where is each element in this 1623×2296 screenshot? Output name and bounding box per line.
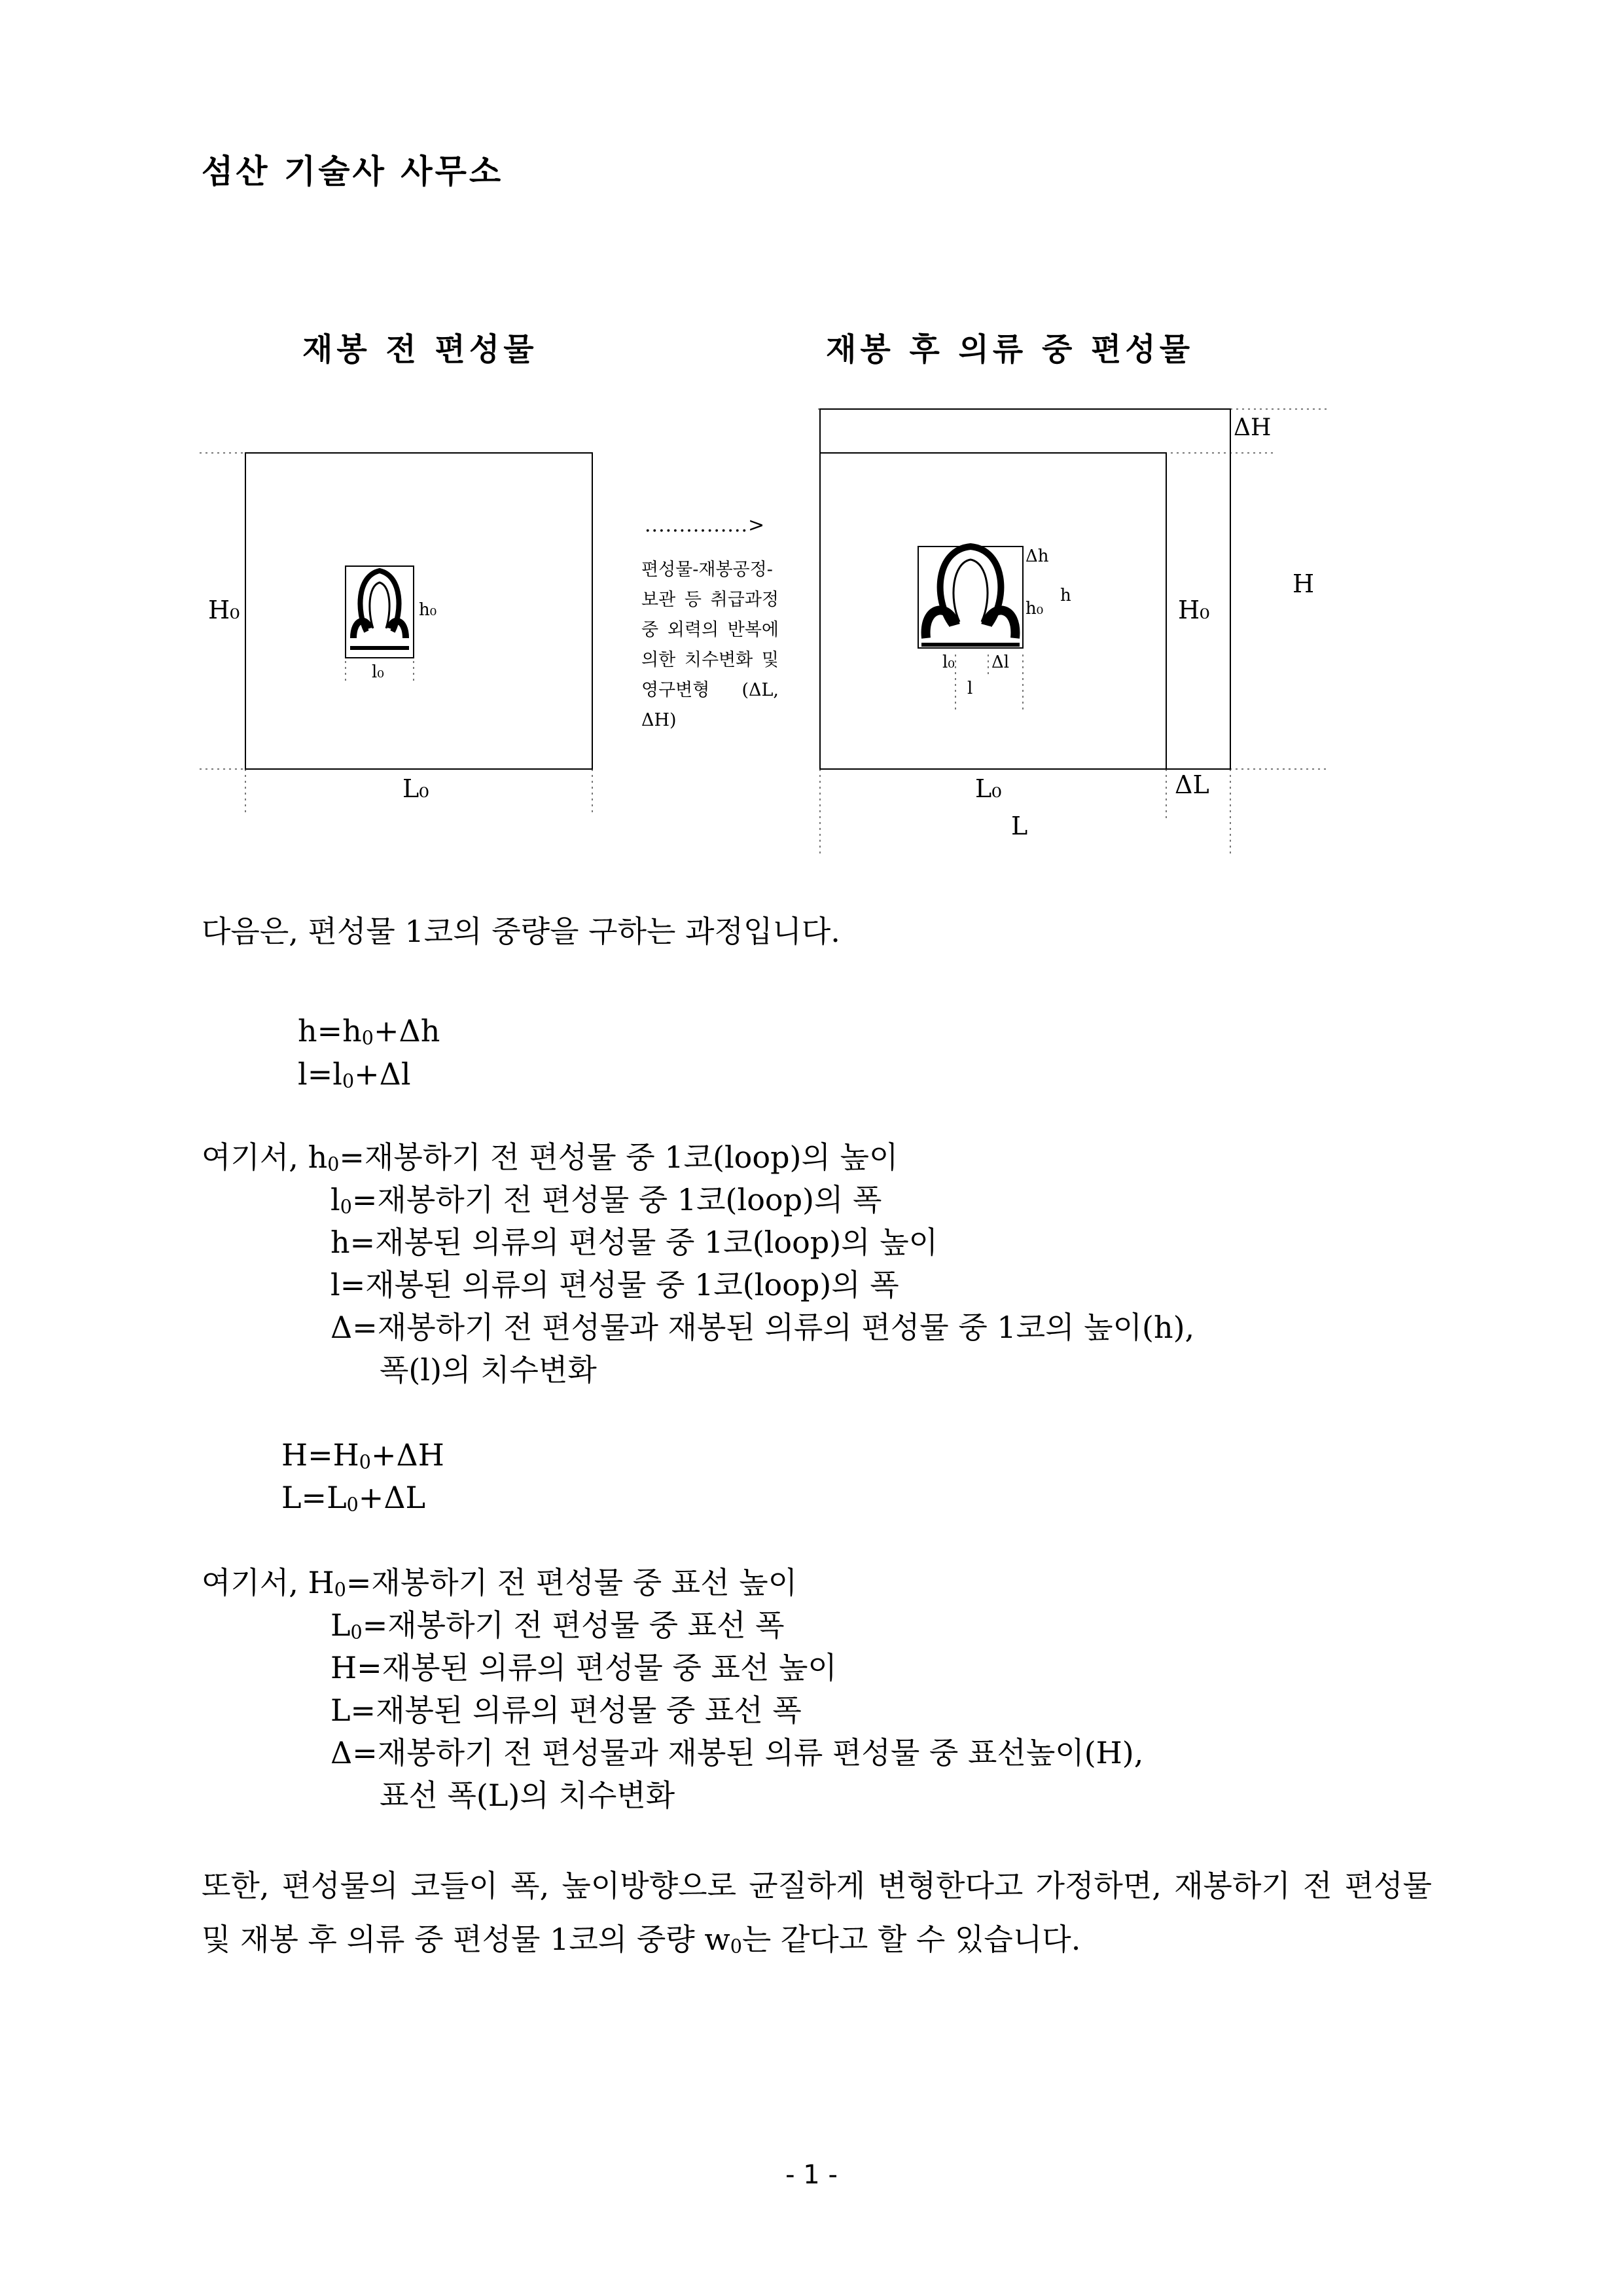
loop-def-l0: $l_0=$재봉하기 전 편성물 중 1코(loop)의 폭 [330,1182,882,1218]
page-number: - 1 - [785,2160,838,2190]
fabric-def-L: L=재봉된 의류의 편성물 중 표선 폭 [330,1693,802,1728]
label-h: h [1060,586,1071,605]
arrow-dots: ...............> [645,514,766,537]
conclusion-text: 또한, 편성물의 코들이 폭, 높이방향으로 균질하게 변형한다고 가정하면, 재봉하기 전 편성물 및 재봉 후 의류 중 편성물 1코의 중량 $w_0$는 같다고 할 수 있습니다. [202,1868,1432,1958]
knit-loop-after-icon [918,547,1023,648]
label-L: L [1011,812,1028,840]
formula-l: $l=l_0+\Delta l$ [298,1056,411,1092]
label-H0-after: H₀ [1178,596,1210,624]
loop-def-delta-cont: 폭(l)의 치수변화 [380,1352,597,1388]
fabric-def-delta: Δ=재봉하기 전 편성물과 재봉된 의류 편성물 중 표선높이(H), [330,1735,1144,1770]
loop-def-l: l=재봉된 의류의 편성물 중 1코(loop)의 폭 [330,1267,899,1302]
label-dL: ΔL [1175,770,1209,799]
label-h0-after: h₀ [1026,599,1044,619]
knit-loop-before-icon [346,566,414,658]
label-l0-after: l₀ [942,653,955,672]
formula-L: $L=L_0+\Delta L$ [281,1480,426,1516]
intro-text: 다음은, 편성물 1코의 중량을 구하는 과정입니다. [202,914,840,949]
fabric-def-H0: 여기서, $H_0=$재봉하기 전 편성물 중 표선 높이 [202,1565,798,1601]
label-L0-after: L₀ [975,774,1002,803]
loop-def-h: h=재봉된 의류의 편성물 중 1코(loop)의 높이 [330,1225,938,1260]
formula-H: $H=H_0+\Delta H$ [281,1437,444,1473]
fabric-def-delta-cont: 표선 폭(L)의 치수변화 [380,1778,675,1813]
loop-def-h0: 여기서, $h_0=$재봉하기 전 편성물 중 1코(loop)의 높이 [202,1139,899,1175]
label-l: l [967,679,973,698]
diagram-right-title: 재봉 후 의류 중 편성물 [826,331,1194,368]
diagram-left-title: 재봉 전 편성물 [302,331,538,368]
label-l0-before: l₀ [372,662,384,682]
formula-h: $h=h_0+\Delta h$ [298,1013,440,1049]
label-h0-before: h₀ [419,600,437,620]
label-dh: Δh [1026,547,1049,566]
fabric-def-H: H=재봉된 의류의 편성물 중 표선 높이 [330,1650,837,1685]
label-dH: ΔH [1234,414,1272,441]
fabric-after-rect [820,409,1230,769]
label-dl: Δl [991,653,1010,672]
knit-deformation-diagram [0,0,1623,864]
deformation-note: 편성물-재봉공정-보관 등 취급과정 중 외력의 반복에 의한 치수변화 및 영구변형 (ΔL, ΔH) [641,560,779,730]
fabric-def-L0: $L_0=$재봉하기 전 편성물 중 표선 폭 [330,1607,785,1643]
loop-def-delta: Δ=재봉하기 전 편성물과 재봉된 의류의 편성물 중 1코의 높이(h), [330,1310,1195,1345]
office-name: 섬산 기술사 사무소 [202,152,504,190]
label-L0-before: L₀ [402,774,429,803]
label-H0-before: H₀ [208,596,240,624]
label-H: H [1293,569,1315,598]
